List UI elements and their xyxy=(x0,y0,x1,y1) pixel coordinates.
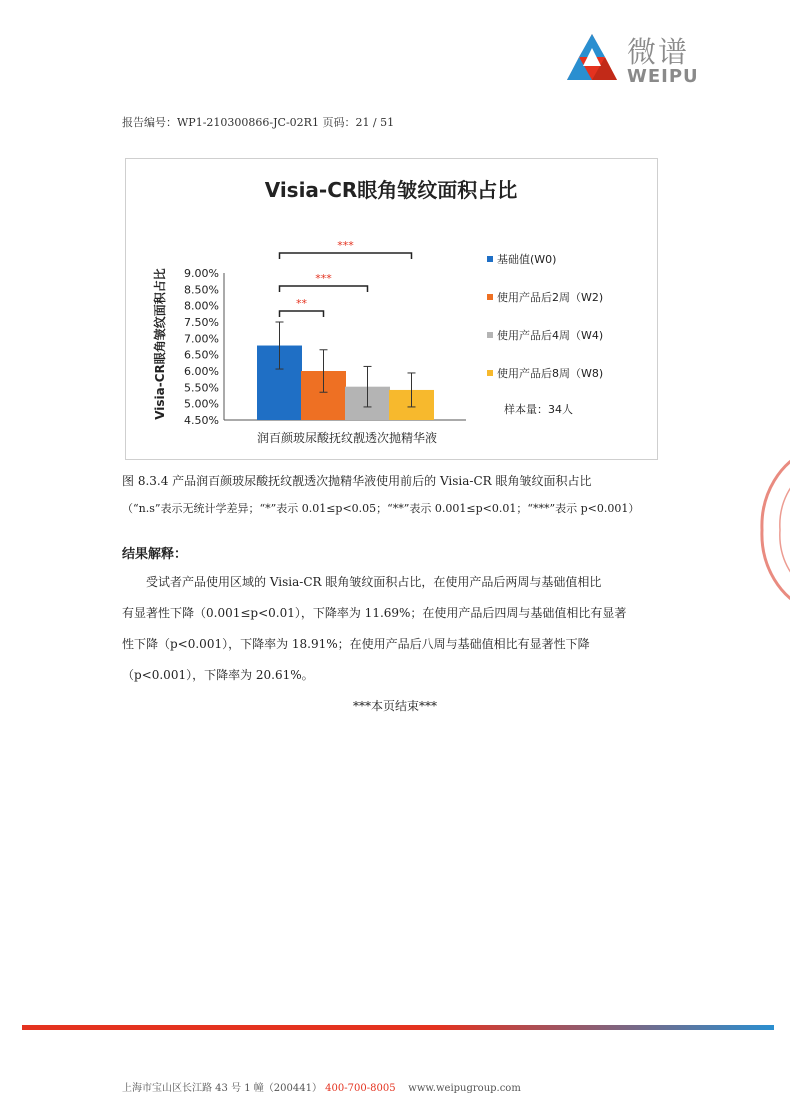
results-line: 有显著性下降（0.001≤p<0.01），下降率为 11.69%；在使用产品后四周与基础值相比有显著 xyxy=(122,606,627,620)
y-tick-label: 5.50% xyxy=(184,381,219,395)
y-tick-label: 9.00% xyxy=(184,267,219,280)
x-axis-label: 润百颜玻尿酸抚纹靓透次抛精华液 xyxy=(256,431,438,445)
legend-swatch xyxy=(487,294,493,300)
y-tick-label: 8.00% xyxy=(184,299,219,313)
footer-address: 上海市宝山区长江路 43 号 1 幢（200441） xyxy=(122,1083,322,1094)
legend-swatch xyxy=(487,370,493,376)
figure-caption: 图 8.3.4 产品润百颜玻尿酸抚纹靓透次抛精华液使用前后的 Visia-CR 眼角皱纹面积占比 xyxy=(122,474,592,488)
significance-bracket xyxy=(280,253,412,259)
weipu-logo xyxy=(563,30,713,92)
y-tick-label: 7.00% xyxy=(184,332,219,346)
y-tick-label: 4.50% xyxy=(184,414,219,427)
significance-bracket xyxy=(280,286,368,292)
report-number: 报告编号：WP1-210300866-JC-02R1 页码：21 / 51 xyxy=(122,116,395,129)
y-tick-label: 5.00% xyxy=(184,397,219,411)
results-paragraph xyxy=(122,567,682,691)
y-tick-label: 8.50% xyxy=(184,283,219,297)
legend-label: 基础值(W0) xyxy=(497,253,557,266)
sample-size-annotation: 样本量：34人 xyxy=(504,403,573,416)
logo-cn-text: 微谱 xyxy=(627,35,690,69)
bar-chart xyxy=(126,159,657,459)
results-line: （p<0.001），下降率为 20.61%。 xyxy=(122,668,314,682)
legend-label: 使用产品后2周（W2) xyxy=(497,291,604,304)
y-axis-label: Visia-CR眼角皱纹面积占比 xyxy=(153,268,167,420)
results-heading: 结果解释： xyxy=(122,547,188,562)
significance-label: *** xyxy=(337,239,354,252)
results-line: 性下降（p<0.001），下降率为 18.91%；在使用产品后八周与基础值相比有显著性下降 xyxy=(122,637,590,651)
chart-title: Visia-CR眼角皱纹面积占比 xyxy=(264,178,518,202)
significance-bracket xyxy=(280,311,324,317)
y-tick-label: 6.50% xyxy=(184,348,219,362)
significance-label: *** xyxy=(315,272,332,285)
logo-mark-icon xyxy=(563,30,621,88)
seal-stamp-icon xyxy=(752,440,790,620)
significance-note: （“n.s”表示无统计学差异；“*”表示 0.01≤p<0.05；“**”表示 0.001≤p<0.01；“***”表示 p<0.001） xyxy=(122,502,640,515)
footer xyxy=(122,1079,521,1094)
legend-swatch xyxy=(487,332,493,338)
y-tick-label: 7.50% xyxy=(184,316,219,329)
legend-label: 使用产品后4周（W4) xyxy=(497,329,604,342)
chart-frame xyxy=(125,158,658,460)
results-line: 受试者产品使用区域的 Visia-CR 眼角皱纹面积占比，在使用产品后两周与基础值相比 xyxy=(146,575,602,589)
footer-website[interactable]: www.weipugroup.com xyxy=(408,1083,521,1094)
legend-swatch xyxy=(487,256,493,262)
legend-label: 使用产品后8周（W8) xyxy=(497,367,604,380)
logo-en-text: WEIPU xyxy=(627,66,699,87)
significance-label: ** xyxy=(296,297,307,310)
y-tick-label: 6.00% xyxy=(184,365,219,378)
footer-divider xyxy=(22,1025,774,1030)
page-end-mark: ***本页结束*** xyxy=(352,699,437,713)
footer-phone: 400-700-8005 xyxy=(325,1083,396,1094)
